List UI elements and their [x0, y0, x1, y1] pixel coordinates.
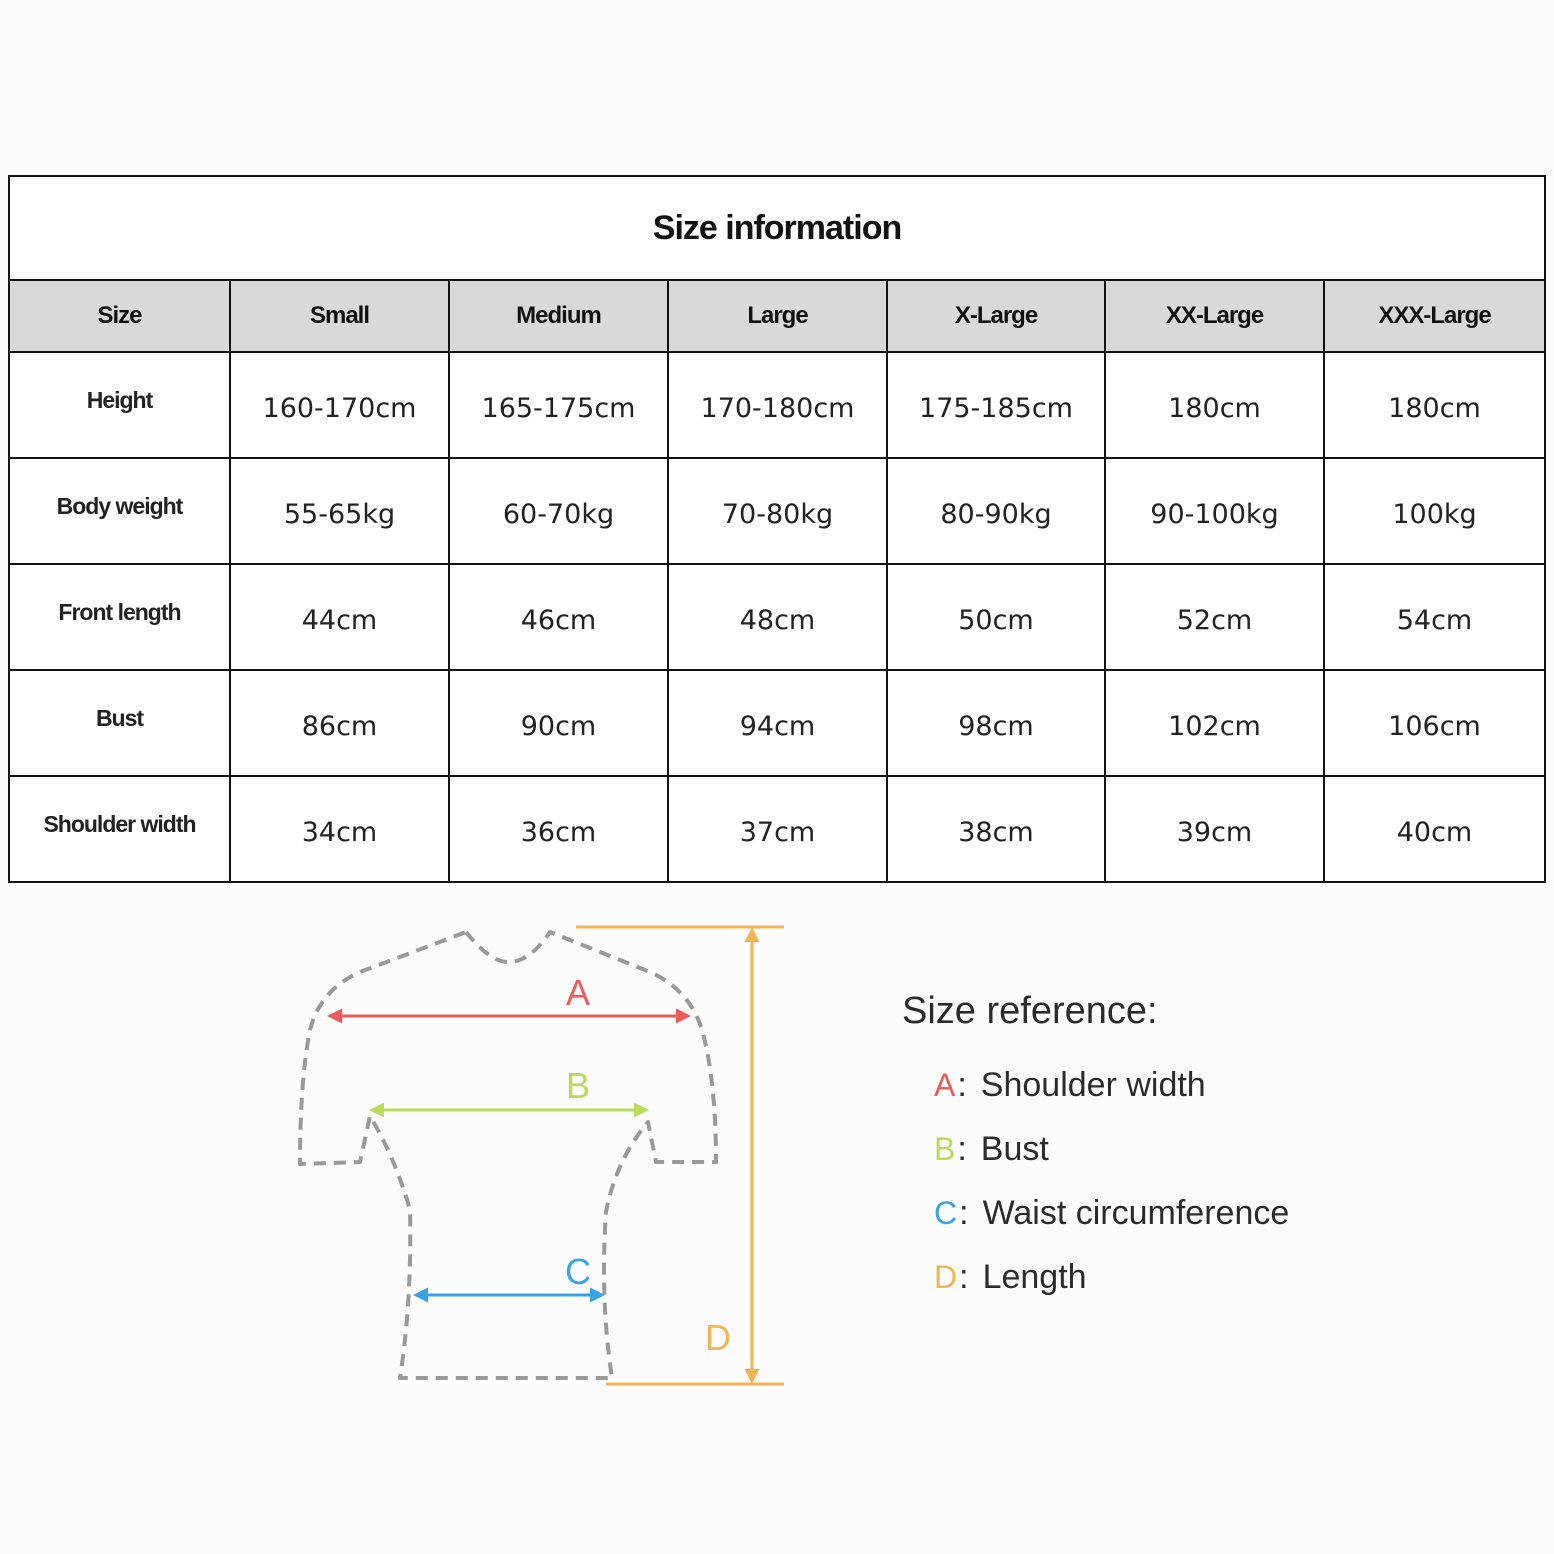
- column-header: Medium: [449, 280, 668, 352]
- legend-letter: C: [934, 1195, 958, 1231]
- letter-d: D: [705, 1317, 731, 1358]
- table-cell: 39cm: [1105, 776, 1324, 882]
- legend-text: Length: [982, 1258, 1087, 1296]
- table-title: Size information: [9, 176, 1545, 280]
- legend-text: Bust: [980, 1130, 1049, 1168]
- table-cell: 94cm: [668, 670, 887, 776]
- column-header: XX-Large: [1105, 280, 1324, 352]
- table-cell: 98cm: [887, 670, 1105, 776]
- letter-a: A: [565, 972, 591, 1013]
- row-label: Front length: [9, 564, 230, 670]
- row-label: Body weight: [9, 458, 230, 564]
- table-cell: 160-170cm: [230, 352, 449, 458]
- legend-separator: :: [959, 1258, 969, 1296]
- table-cell: 90cm: [449, 670, 668, 776]
- table-cell: 170-180cm: [668, 352, 887, 458]
- legend-letter: D: [934, 1259, 958, 1295]
- column-header: Size: [9, 280, 230, 352]
- table-cell: 46cm: [449, 564, 668, 670]
- table-cell: 80-90kg: [887, 458, 1105, 564]
- table-cell: 180cm: [1105, 352, 1324, 458]
- table-cell: 34cm: [230, 776, 449, 882]
- table-cell: 175-185cm: [887, 352, 1105, 458]
- table-cell: 48cm: [668, 564, 887, 670]
- shirt-outline: [300, 932, 716, 1378]
- table-cell: 40cm: [1324, 776, 1545, 882]
- table-cell: 52cm: [1105, 564, 1324, 670]
- table-cell: 38cm: [887, 776, 1105, 882]
- column-header: X-Large: [887, 280, 1105, 352]
- table-cell: 90-100kg: [1105, 458, 1324, 564]
- legend-text: Waist circumference: [982, 1194, 1290, 1232]
- table-cell: 50cm: [887, 564, 1105, 670]
- table-cell: 37cm: [668, 776, 887, 882]
- legend-item-c: [902, 1181, 1289, 1245]
- column-header: XXX-Large: [1324, 280, 1545, 352]
- legend-letter: A: [934, 1067, 956, 1103]
- table-cell: 165-175cm: [449, 352, 668, 458]
- legend-separator: :: [957, 1066, 967, 1104]
- column-header: Large: [668, 280, 887, 352]
- legend-separator: :: [959, 1194, 969, 1232]
- legend-item-d: [902, 1245, 1289, 1309]
- row-label: Bust: [9, 670, 230, 776]
- legend-item-a: [902, 1053, 1289, 1117]
- column-header: Small: [230, 280, 449, 352]
- row-label: Height: [9, 352, 230, 458]
- letter-b: B: [565, 1065, 591, 1106]
- table-cell: 70-80kg: [668, 458, 887, 564]
- table-cell: 86cm: [230, 670, 449, 776]
- table-cell: 180cm: [1324, 352, 1545, 458]
- table-cell: 55-65kg: [230, 458, 449, 564]
- size-reference-legend: [902, 990, 1289, 1309]
- letter-c: C: [565, 1251, 591, 1292]
- table-cell: 106cm: [1324, 670, 1545, 776]
- row-label: Shoulder width: [9, 776, 230, 882]
- legend-title: Size reference:: [902, 990, 1158, 1032]
- table-cell: 102cm: [1105, 670, 1324, 776]
- legend-separator: :: [957, 1130, 967, 1168]
- legend-item-b: [902, 1117, 1289, 1181]
- table-cell: 100kg: [1324, 458, 1545, 564]
- table-cell: 60-70kg: [449, 458, 668, 564]
- legend-letter: B: [934, 1131, 956, 1167]
- legend-text: Shoulder width: [980, 1066, 1206, 1104]
- table-cell: 54cm: [1324, 564, 1545, 670]
- table-cell: 44cm: [230, 564, 449, 670]
- table-cell: 36cm: [449, 776, 668, 882]
